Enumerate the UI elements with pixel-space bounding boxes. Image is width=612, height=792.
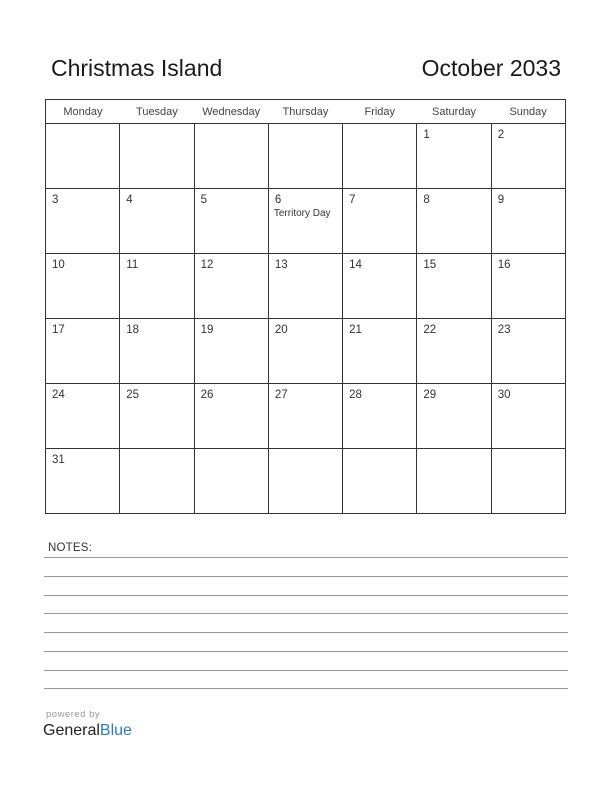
- day-number: 22: [423, 324, 437, 336]
- weekday-thursday: Thursday: [268, 100, 342, 124]
- day-cell: [46, 189, 120, 254]
- weekday-wednesday: Wednesday: [194, 100, 268, 124]
- day-number: 18: [126, 324, 140, 336]
- powered-by-text: powered by: [46, 709, 101, 720]
- day-cell: [268, 319, 342, 384]
- day-cell: [343, 124, 417, 189]
- day-cell: [491, 319, 565, 384]
- day-cell: [343, 384, 417, 449]
- day-cell: [417, 449, 491, 514]
- day-cell: [491, 189, 565, 254]
- day-cell: [417, 384, 491, 449]
- day-cell: [417, 124, 491, 189]
- notes-label: NOTES:: [48, 542, 93, 554]
- day-number: 23: [497, 324, 511, 336]
- day-number: 19: [200, 324, 214, 336]
- day-cell: [268, 384, 342, 449]
- day-cell: [343, 189, 417, 254]
- day-cell: [120, 254, 194, 319]
- day-number: 27: [274, 389, 288, 401]
- day-number: 11: [126, 259, 139, 271]
- calendar-grid: [45, 99, 566, 514]
- week-row: [46, 189, 566, 254]
- day-number: 26: [200, 389, 214, 401]
- weekday-sunday: Sunday: [491, 100, 565, 124]
- day-cell: [194, 384, 268, 449]
- notes-line: [44, 576, 568, 577]
- week-row: [46, 319, 566, 384]
- brand-blue: Blue: [99, 722, 132, 739]
- day-cell: [194, 254, 268, 319]
- day-number: 7: [349, 194, 356, 206]
- day-cell: [120, 124, 194, 189]
- notes-line: [44, 595, 568, 596]
- day-number: 9: [497, 194, 505, 206]
- day-cell: [343, 449, 417, 514]
- week-row: [46, 124, 566, 189]
- day-number: 4: [126, 194, 133, 206]
- day-cell: [491, 384, 565, 449]
- day-cell: [120, 189, 194, 254]
- country-title: Christmas Island: [51, 55, 223, 81]
- notes-line: [44, 651, 568, 652]
- day-number: 24: [52, 389, 65, 401]
- day-cell: [417, 319, 491, 384]
- day-cell: [491, 124, 565, 189]
- week-row: [46, 449, 566, 514]
- day-number: 3: [52, 194, 59, 206]
- notes-line: [44, 670, 568, 671]
- day-number: 2: [497, 129, 505, 141]
- day-number: 28: [349, 389, 362, 401]
- day-number: 10: [52, 259, 65, 271]
- day-number: 21: [349, 324, 362, 336]
- day-number: 13: [274, 259, 288, 271]
- day-cell: [46, 319, 120, 384]
- day-cell: [120, 319, 194, 384]
- day-number: 8: [423, 194, 430, 206]
- day-cell: [46, 254, 120, 319]
- week-row: [46, 384, 566, 449]
- day-number: 20: [274, 324, 288, 336]
- weekday-saturday: Saturday: [417, 100, 491, 124]
- day-cell: [194, 319, 268, 384]
- brand-general: General: [43, 722, 100, 739]
- day-cell: [268, 124, 342, 189]
- day-cell: [491, 254, 565, 319]
- day-cell: [343, 254, 417, 319]
- weekday-monday: Monday: [46, 100, 120, 124]
- notes-line: [44, 688, 568, 689]
- day-cell: [46, 124, 120, 189]
- day-number: 15: [423, 259, 437, 271]
- day-number: 5: [200, 194, 207, 206]
- day-number: 29: [423, 389, 437, 401]
- day-cell: [417, 189, 491, 254]
- day-cell: [194, 124, 268, 189]
- day-number: 25: [126, 389, 140, 401]
- weekday-header-row: [46, 100, 566, 124]
- day-number: 17: [52, 324, 65, 336]
- day-cell: [268, 189, 342, 254]
- weekday-friday: Friday: [343, 100, 417, 124]
- week-row: [46, 254, 566, 319]
- day-number: 16: [497, 259, 511, 271]
- holiday-label: Territory Day: [273, 208, 331, 219]
- day-cell: [417, 254, 491, 319]
- day-cell: [46, 384, 120, 449]
- day-cell: [194, 449, 268, 514]
- day-number: 6: [274, 194, 282, 206]
- weekday-tuesday: Tuesday: [120, 100, 194, 124]
- generalblue-logo[interactable]: [43, 722, 132, 740]
- notes-line: [44, 613, 568, 614]
- day-cell: [46, 449, 120, 514]
- day-number: 30: [497, 389, 511, 401]
- notes-line: [44, 557, 568, 558]
- day-cell: [120, 384, 194, 449]
- day-cell: [491, 449, 565, 514]
- day-number: 31: [52, 454, 65, 466]
- day-cell: [343, 319, 417, 384]
- day-cell: [194, 189, 268, 254]
- notes-line: [44, 632, 568, 633]
- month-year-title: October 2033: [421, 55, 561, 81]
- day-number: 1: [423, 129, 430, 141]
- day-cell: [268, 254, 342, 319]
- day-number: 12: [200, 259, 214, 271]
- day-number: 14: [349, 259, 362, 271]
- day-cell: [268, 449, 342, 514]
- day-cell: [120, 449, 194, 514]
